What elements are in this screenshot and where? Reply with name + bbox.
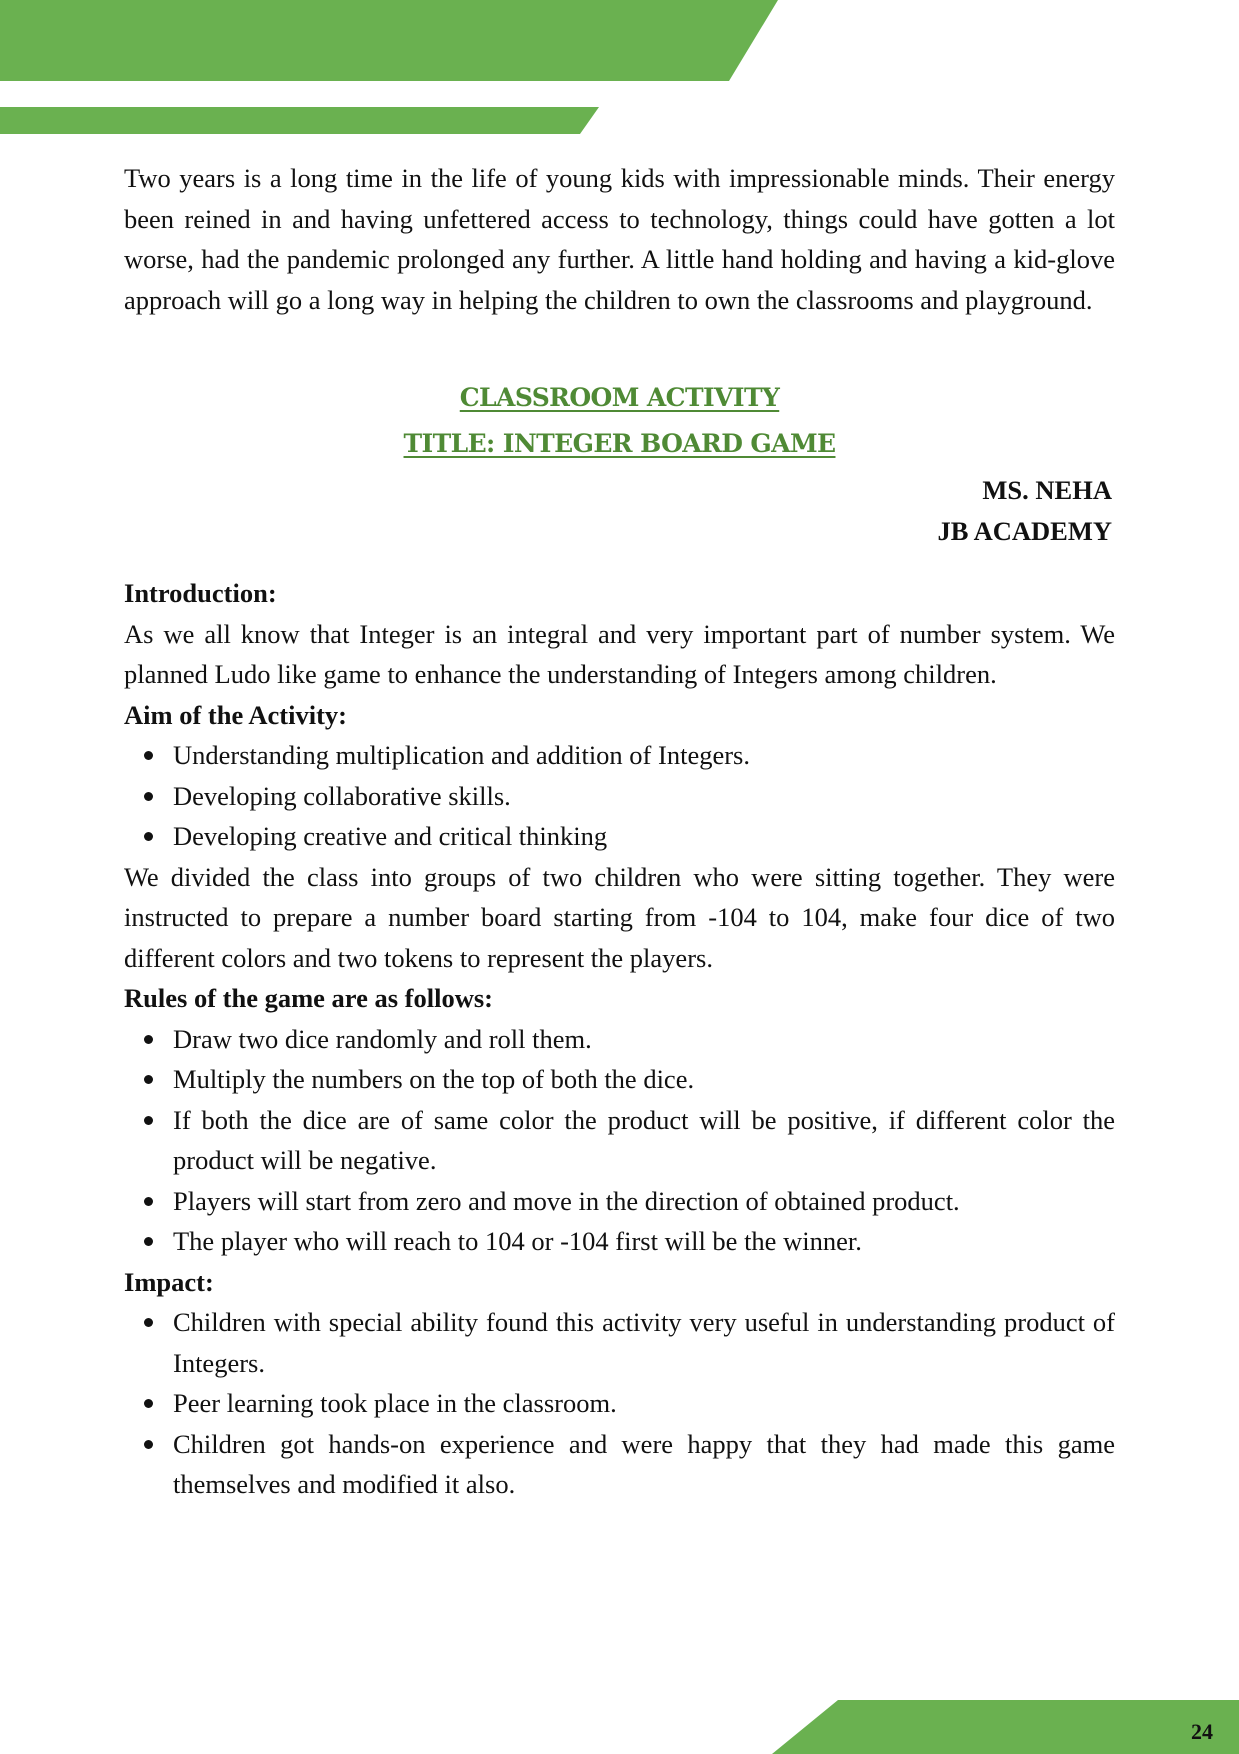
rules-list [124,1019,1115,1262]
top-green-banner [0,0,778,81]
list-item: Players will start from zero and move in the direction of obtained product. [124,1181,1115,1222]
list-item: Peer learning took place in the classroom. [124,1383,1115,1424]
author-name: MS. NEHA [982,475,1112,505]
introduction-heading: Introduction: [124,578,277,608]
aim-list [124,735,1115,857]
document-body [124,158,1115,1505]
impact-list [124,1302,1115,1505]
opening-paragraph: Two years is a long time in the life of young kids with impressionable minds. Their energy been reined in and having unfettered access to technology, things could have gotten a lot worse, had the pandemic prolonged any further. A little hand holding and having a kid-glove approach will go a long way in helping the children to own the classrooms and playground. [124,163,1115,315]
list-item: If both the dice are of same color the product will be positive, if different color the product will be negative. [124,1100,1115,1181]
top-green-stripe [0,107,599,134]
author-block [124,470,1112,551]
list-item: Children with special ability found this activity very useful in understanding product of Integers. [124,1302,1115,1383]
list-item: Multiply the numbers on the top of both the dice. [124,1059,1115,1100]
impact-heading: Impact: [124,1266,214,1297]
list-item: Children got hands-on experience and were happy that they had made this game themselves and modified it also. [124,1424,1115,1505]
activity-title: TITLE: INTEGER BOARD GAME [403,429,836,458]
list-item: Draw two dice randomly and roll them. [124,1019,1115,1060]
list-item: The player who will reach to 104 or -104 first will be the winner. [124,1221,1115,1262]
introduction-text: As we all know that Integer is an integral and very important part of number system. We planned Ludo like game to enhance the understanding of Integers among children. [124,618,1115,689]
page-number: 24 [1191,1719,1213,1744]
school-name: JB ACADEMY [937,515,1112,546]
list-item: Understanding multiplication and addition of Integers. [124,735,1115,776]
list-item: Developing collaborative skills. [124,776,1115,817]
aim-heading: Aim of the Activity: [124,699,347,730]
list-item: Developing creative and critical thinking [124,816,1115,857]
activity-heading: CLASSROOM ACTIVITY [459,383,780,412]
bottom-green-footer [772,1700,1239,1754]
rules-heading: Rules of the game are as follows: [124,983,493,1013]
procedure-text: We divided the class into groups of two children who were sitting together. They were instructed to prepare a number board starting from -104 to 104, make four dice of two different colors and two tokens to represent the players. [124,861,1115,973]
